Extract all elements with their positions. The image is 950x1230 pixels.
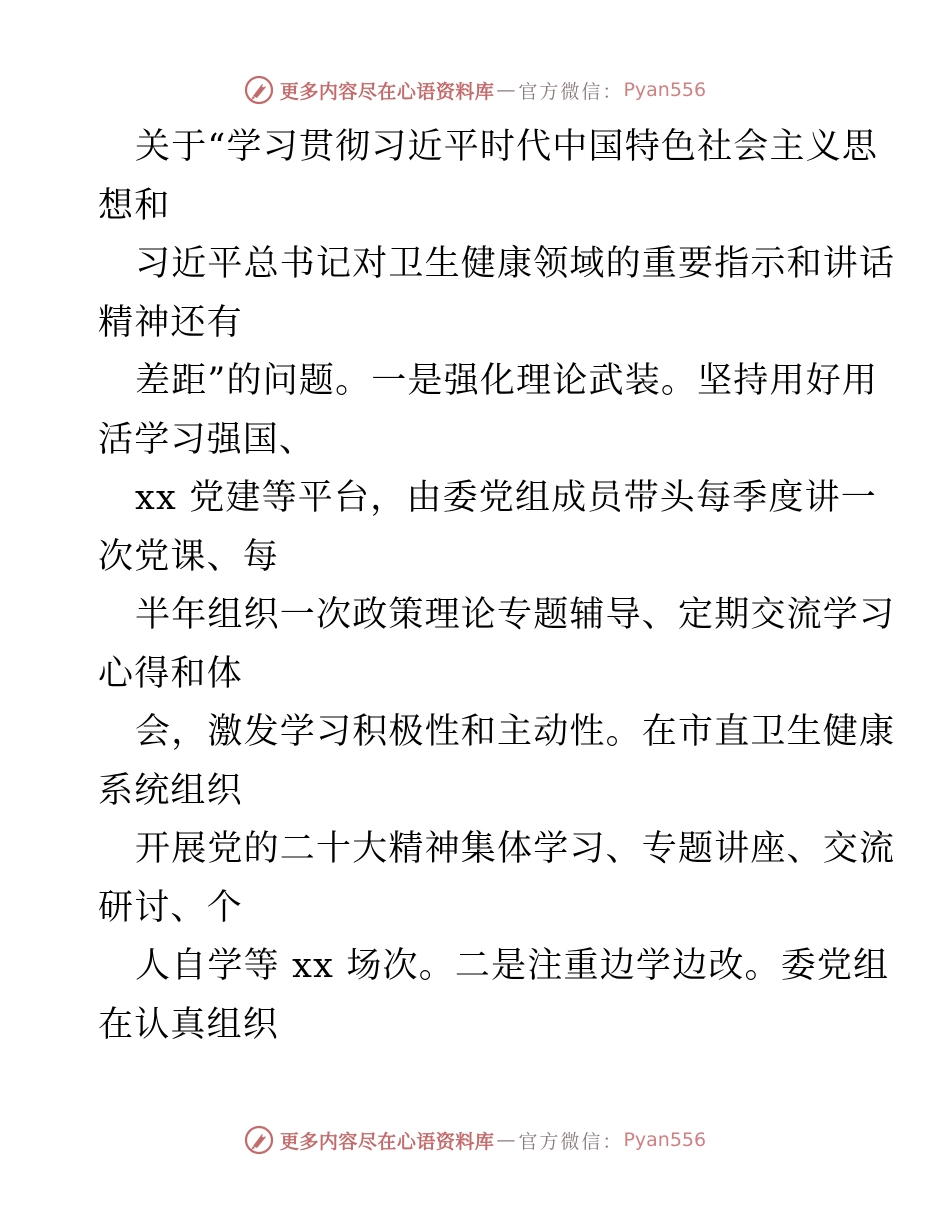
body-line: 研讨、个 — [98, 887, 243, 928]
body-line: 关于“学习贯彻习近平时代中国特色社会主义思 — [135, 127, 879, 167]
body-line: xx 党建等平台，由委党组成员带头每季度讲一 — [135, 478, 878, 518]
body-line: 系统组织 — [98, 770, 243, 811]
document-body — [98, 118, 896, 1054]
watermark-text: 更多内容尽在心语资料库 — [279, 1130, 495, 1153]
body-line: 会，激发学习积极性和主动性。在市直卫生健康 — [135, 712, 896, 752]
header-watermark — [0, 70, 950, 110]
watermark-wechat-label: 官方微信： — [518, 80, 624, 103]
body-line: 次党课、每 — [98, 536, 280, 577]
body-line: 活学习强国、 — [98, 419, 316, 460]
body-line: 开展党的二十大精神集体学习、专题讲座、交流 — [135, 829, 896, 869]
watermark-separator: — — [496, 1129, 517, 1151]
footer-watermark — [0, 1120, 950, 1160]
body-line: 在认真组织 — [98, 1004, 280, 1045]
body-line: 心得和体 — [98, 653, 243, 694]
watermark-wechat-label: 官方微信： — [518, 1130, 624, 1153]
body-line: 半年组织一次政策理论专题辅导、定期交流学习 — [135, 595, 896, 635]
body-line: 精神还有 — [98, 302, 243, 343]
pen-nib-circle-icon — [244, 1125, 274, 1155]
watermark-separator: — — [496, 79, 517, 101]
watermark-text: 更多内容尽在心语资料库 — [279, 80, 495, 103]
pen-nib-circle-icon — [244, 75, 274, 105]
watermark-wechat-id: Pyan556 — [623, 79, 707, 101]
body-line: 人自学等 xx 场次。二是注重边学边改。委党组 — [135, 946, 890, 986]
body-line: 习近平总书记对卫生健康领域的重要指示和讲话 — [135, 244, 896, 284]
watermark-wechat-id: Pyan556 — [623, 1129, 707, 1151]
body-line: 差距”的问题。一是强化理论武装。坚持用好用 — [135, 361, 879, 401]
body-line: 想和 — [98, 185, 171, 226]
